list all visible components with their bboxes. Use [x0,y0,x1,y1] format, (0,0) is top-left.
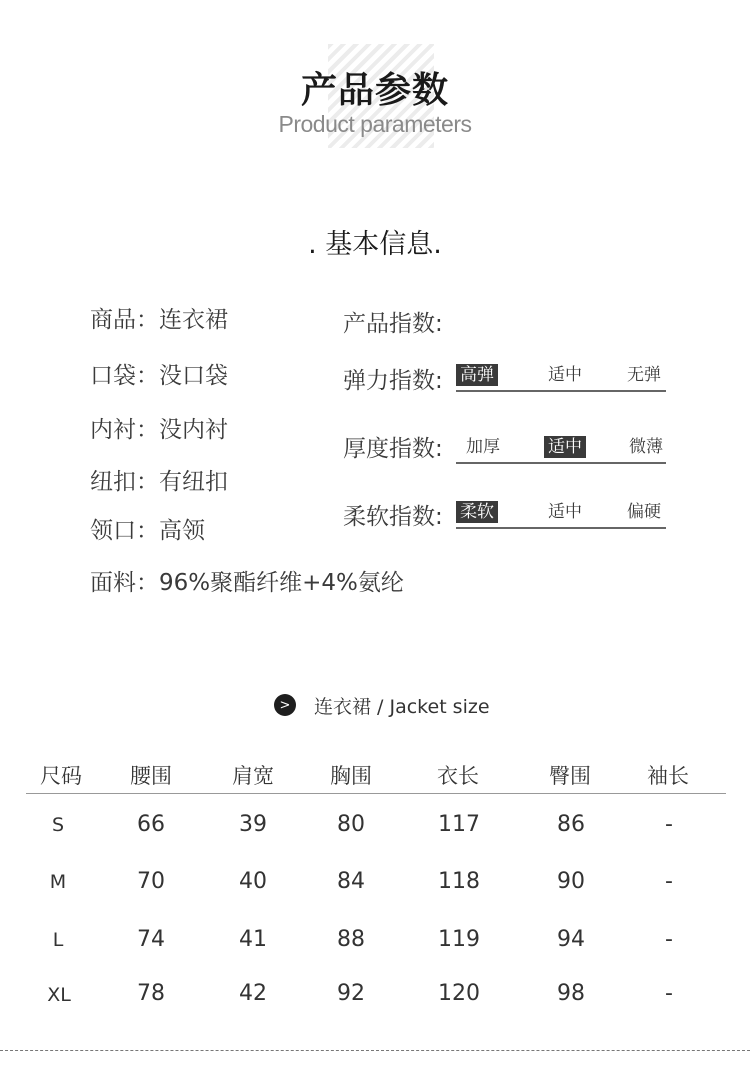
softness-option: 柔软 [456,501,498,523]
info-buttons: 纽扣：有纽扣 [90,469,228,495]
size-section-heading [274,692,490,718]
bottom-dashed-divider [0,1050,750,1051]
page-subtitle: Product parameters [278,111,472,137]
thickness-option: 加厚 [466,437,500,457]
table-cell: 119 [438,927,480,952]
table-cell: 117 [438,812,480,837]
table-cell: 42 [239,981,267,1006]
table-cell: - [665,981,673,1006]
table-cell: 118 [438,869,480,894]
table-cell: 40 [239,869,267,894]
column-header: 肩宽 [232,764,274,788]
table-cell: 41 [239,927,267,952]
index-title: 产品指数: [343,311,443,337]
column-header: 衣长 [437,764,479,788]
table-cell: 94 [557,927,585,952]
table-cell: 80 [337,812,365,837]
table-cell: 92 [337,981,365,1006]
info-fabric: 面料：96%聚酯纤维+4%氨纶 [90,570,404,596]
info-pocket: 口袋：没口袋 [90,363,228,389]
table-cell-size: S [51,814,65,836]
table-cell: 66 [137,812,165,837]
column-header: 尺码 [40,764,82,788]
column-header: 袖长 [647,764,689,788]
column-header: 臀围 [549,764,591,788]
column-header: 胸围 [330,764,372,788]
thickness-option: 适中 [544,436,586,458]
table-cell: - [665,927,673,952]
thickness-scale [456,434,666,464]
info-lining: 内衬：没内衬 [90,417,228,443]
softness-scale [456,499,666,529]
table-cell: - [665,812,673,837]
table-cell-size: XL [47,984,71,1006]
table-cell: 39 [239,812,267,837]
softness-label: 柔软指数: [343,504,443,530]
table-cell: - [665,869,673,894]
chevron-right-circle-icon: > [274,694,296,716]
table-cell: 84 [337,869,365,894]
elasticity-label: 弹力指数: [343,368,443,394]
table-cell: 88 [337,927,365,952]
table-cell: 86 [557,812,585,837]
page-title: 产品参数 [300,70,449,111]
table-cell-size: L [52,929,64,951]
table-cell: 98 [557,981,585,1006]
thickness-label: 厚度指数: [343,436,443,462]
elasticity-option: 高弹 [456,364,498,386]
table-header-divider [26,793,726,794]
table-cell: 70 [137,869,165,894]
info-collar: 领口：高领 [90,518,205,544]
thickness-option: 微薄 [629,437,663,457]
table-cell: 78 [137,981,165,1006]
size-section-title: 连衣裙 / Jacket size [314,695,490,718]
elasticity-scale [456,362,666,392]
table-cell: 120 [438,981,480,1006]
info-product: 商品：连衣裙 [90,307,228,333]
table-cell: 90 [557,869,585,894]
elasticity-option: 适中 [548,365,582,385]
softness-option: 偏硬 [627,502,661,522]
table-cell-size: M [49,871,67,893]
table-cell: 74 [137,927,165,952]
softness-option: 适中 [548,502,582,522]
column-header: 腰围 [130,764,172,788]
elasticity-option: 无弹 [627,365,661,385]
basic-info-title: . 基本信息. [308,229,442,260]
